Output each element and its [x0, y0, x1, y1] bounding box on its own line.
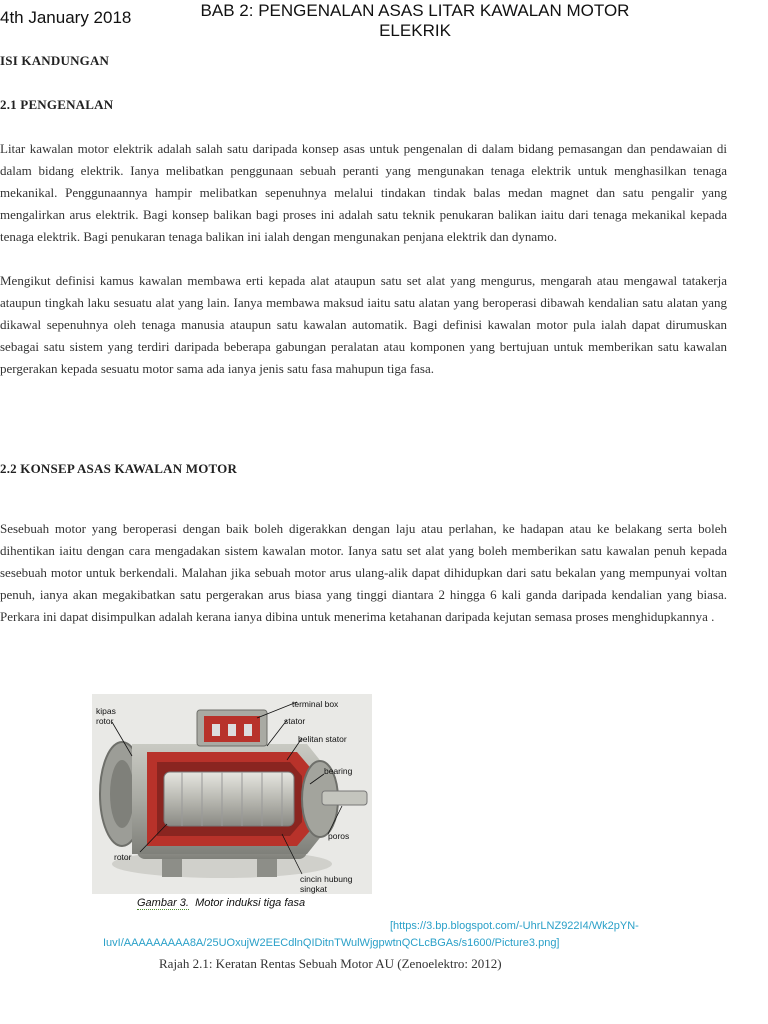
- label-stator: stator: [284, 716, 306, 726]
- paragraph-konsep-1: Sesebuah motor yang beroperasi dengan baik boleh digerakkan dengan laju atau perlahan, ke hadapan atau ke belakang serta boleh dihentikan iaitu dengan cara mengadakan sistem kawalan motor. Ianya satu set alat yang boleh memberikan satu kawalan penuh kepada sesebuah motor untuk berkendali. Malahan jika sebuah motor arus ulang-alik dapat dihidupkan dari satu bekalan yang mempunyai voltan penuh, ianya akan megakibatkan satu pergerakan arus biasa yang tinggi diantara 2 hingga 6 kali ganda daripada kendalian yang biasa. Perkara ini dapat disimpulkan adalah kerana ianya dibina untuk menerima ketahanan daripada kejutan semasa proses menghidupkannya .: [0, 521, 727, 624]
- motor-figure: [92, 694, 372, 894]
- label-rotor: rotor: [114, 852, 132, 862]
- image-url-line2[interactable]: IuvI/AAAAAAAAA8A/25UOxujW2EECdlnQIDitnTWulWjgpwtnQCLcBGAs/s1600/Picture3.png]: [103, 937, 560, 949]
- paragraph-intro-2: Mengikut definisi kamus kawalan membawa erti kepada alat ataupun satu set alat yang mengurus, mengarah atau mengawal tatakerja ataupun tingkah laku sesuatu alat yang lain. Ianya membawa maksud iaitu satu alatan yang beroperasi dibawah kendalian satu alatan yang dikawal sepenuhnya oleh tenaga manusia ataupun satu kawalan automatik. Bagi definisi kawalan motor pula ialah dapat dirumuskan sebagai satu sistem yang terdiri daripada beberapa gabungan peralatan atau komponen yang bertujuan untuk memberikan satu kawalan pergerakan kepada sesuatu motor sama ada ianya jenis satu fasa mahupun tiga fasa.: [0, 273, 727, 376]
- figure-caption-text: Motor induksi tiga fasa: [195, 897, 306, 909]
- label-belitan-stator: belitan stator: [298, 734, 347, 744]
- section-heading-konsep: 2.2 KONSEP ASAS KAWALAN MOTOR: [0, 461, 238, 476]
- label-terminal-box: terminal box: [292, 699, 339, 709]
- label-kipas: kipas: [96, 706, 116, 716]
- page-title: [160, 1, 670, 41]
- rajah-caption: Rajah 2.1: Keratan Rentas Sebuah Motor AU (Zenoelektro: 2012): [159, 956, 502, 971]
- paragraph-intro-1: Litar kawalan motor elektrik adalah salah satu daripada konsep asas untuk pengenalan di dalam bidang pemasangan dan pendawaian di dalam bidang elektrik. Ianya melibatkan penggunaan sebuah peranti yang mengunakan tenaga elektrik untuk menghasilkan tenaga mekanikal. Penggunaannya hampir melibatkan sepenuhnya melalui tindakan tindak balas medan magnet dan satu pengalir yang mengalirkan arus elektrik. Bagi konsep balikan bagi proses ini adalah satu teknik penukaran balikan iaitu dari tenaga mekanikal kepada tenaga elektrik. Bagi penukaran tenaga balikan ini ialah dengan mengunakan penjana elektrik dan dynamo.: [0, 141, 727, 244]
- figure-caption: [137, 897, 305, 909]
- figure-caption-prefix: Gambar 3.: [137, 897, 189, 909]
- date-label: 4th January 2018: [0, 8, 132, 27]
- label-rotor-top: rotor: [96, 716, 114, 726]
- label-bearing: bearing: [324, 766, 353, 776]
- image-url-line1[interactable]: [https://3.bp.blogspot.com/-UhrLNZ922I4/Wk2pYN-: [390, 920, 639, 932]
- label-cincin-1: cincin hubung: [300, 874, 353, 884]
- motor-cutaway-image: [92, 694, 372, 894]
- section-heading-pengenalan: 2.1 PENGENALAN: [0, 97, 114, 112]
- toc-heading: ISI KANDUNGAN: [0, 53, 110, 68]
- page-title-line1: BAB 2: PENGENALAN ASAS LITAR KAWALAN MOTOR: [200, 1, 630, 20]
- label-cincin-2: singkat: [300, 884, 327, 894]
- page-title-line2: ELEKRIK: [379, 21, 451, 40]
- label-poros: poros: [328, 831, 350, 841]
